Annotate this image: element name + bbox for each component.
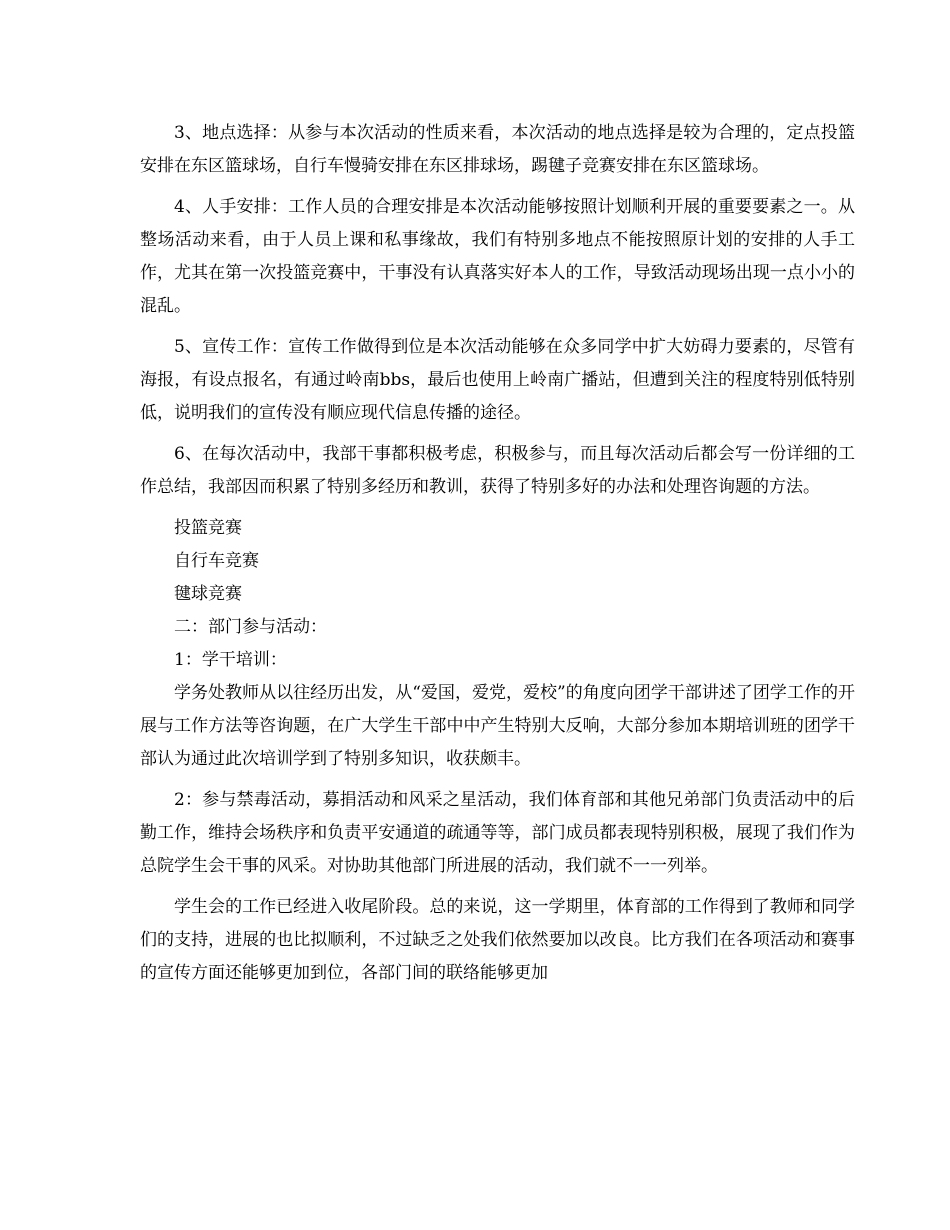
paragraph-other-activities: 2：参与禁毒活动，募捐活动和风采之星活动，我们体育部和其他兄弟部门负责活动中的后勤工作，维持会场秩序和负责平安通道的疏通等等，部门成员都表现特别积极，展现了我们作为总院学生会干事的风采。对协助其他部门所进展的活动，我们就不一一列举。 [140,790,855,876]
subheading-cadre-training: 1：学干培训： [174,650,287,670]
list-item-bicycle-contest: 自行车竞赛 [174,551,259,571]
paragraph-conclusion: 学生会的工作已经进入收尾阶段。总的来说，这一学期里，体育部的工作得到了教师和同学们的支持，进展的也比拟顺利，不过缺乏之处我们依然要加以改良。比方我们在各项活动和赛事的宣传方面还能够更加到位，各部门间的联络能够更加 [140,897,855,983]
list-item-shooting-contest: 投篮竞赛 [174,518,242,538]
section-heading-department-activities: 二：部门参与活动： [174,617,327,637]
paragraph-training-detail: 学务处教师从以往经历出发，从“爱国，爱党，爱校”的角度向团学干部讲述了团学工作的开展与工作方法等咨询题，在广大学生干部中中产生特别大反响，大部分参加本期培训班的团学干部认为通过此次培训学到了特别多知识，收获颇丰。 [140,683,855,769]
paragraph-publicity: 5、宣传工作：宣传工作做得到位是本次活动能够在众多同学中扩大妨碍力要素的，尽管有海报，有设点报名，有通过岭南bbs，最后也使用上岭南广播站，但遭到关注的程度特别低特别低，说明我们的宣传没有顺应现代信息传播的途径。 [140,337,855,423]
paragraph-activity-summary: 6、在每次活动中，我部干事都积极考虑，积极参与，而且每次活动后都会写一份详细的工作总结，我部因而积累了特别多经历和教训，获得了特别多好的办法和处理咨询题的方法。 [140,444,855,497]
list-item-shuttlecock-contest: 毽球竞赛 [174,584,242,604]
paragraph-staffing: 4、人手安排：工作人员的合理安排是本次活动能够按照计划顺利开展的重要要素之一。从整场活动来看，由于人员上课和私事缘故，我们有特别多地点不能按照原计划的安排的人手工作，尤其在第一次投篮竞赛中，干事没有认真落实好本人的工作，导致活动现场出现一点小小的混乱。 [140,197,855,316]
paragraph-location-choice: 3、地点选择：从参与本次活动的性质来看，本次活动的地点选择是较为合理的，定点投篮安排在东区篮球场，自行车慢骑安排在东区排球场，踢毽子竞赛安排在东区篮球场。 [140,123,855,176]
